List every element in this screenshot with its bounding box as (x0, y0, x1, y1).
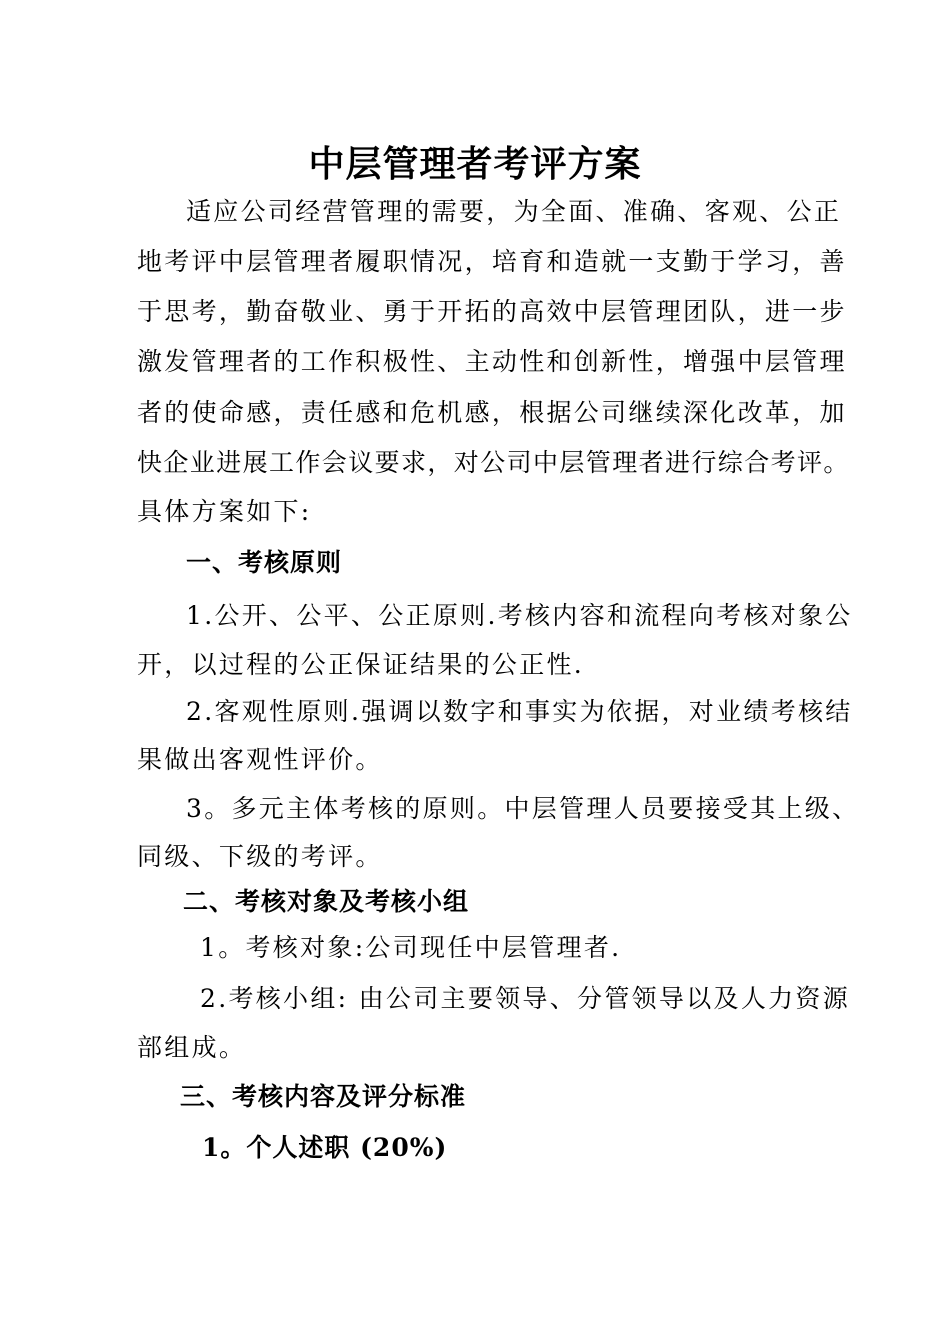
target-item-2-line-1: 2.考核小组: 由公司主要领导、分管领导以及人力资源 (200, 984, 851, 1013)
document-title: 中层管理者考评方案 (308, 144, 642, 185)
principle-1-line-2: 开，以过程的公正保证结果的公正性. (137, 650, 585, 679)
principle-2-line-2: 果做出客观性评价。 (137, 745, 383, 774)
intro-line-5: 者的使命感，责任感和危机感，根据公司继续深化改革，加 (137, 398, 847, 427)
intro-line-2: 地考评中层管理者履职情况，培育和造就一支勤于学习，善 (137, 247, 847, 276)
subsection-personal-report: 1。个人述职 (20%) (202, 1133, 448, 1162)
intro-line-6: 快企业进展工作会议要求，对公司中层管理者进行综合考评。 (137, 448, 850, 477)
principle-1-line-1: 1.公开、公平、公正原则.考核内容和流程向考核对象公 (186, 601, 853, 630)
intro-line-7: 具体方案如下: (137, 497, 312, 526)
intro-line-4: 激发管理者的工作积极性、主动性和创新性，增强中层管理 (137, 347, 847, 376)
section-heading-principles: 一、考核原则 (186, 548, 343, 577)
principle-3-line-2: 同级、下级的考评。 (137, 842, 383, 871)
section-heading-targets: 二、考核对象及考核小组 (183, 887, 470, 916)
target-item-2-line-2: 部组成。 (137, 1033, 247, 1062)
intro-line-1: 适应公司经营管理的需要，为全面、准确、客观、公正 (186, 197, 842, 226)
intro-line-3: 于思考，勤奋敬业、勇于开拓的高效中层管理团队，进一步 (137, 297, 847, 326)
section-heading-content: 三、考核内容及评分标准 (180, 1082, 467, 1111)
principle-3-line-1: 3。多元主体考核的原则。中层管理人员要接受其上级、 (186, 794, 860, 823)
principle-2-line-1: 2.客观性原则.强调以数字和事实为依据，对业绩考核结 (186, 697, 853, 726)
target-item-1: 1。考核对象:公司现任中层管理者. (200, 933, 622, 962)
